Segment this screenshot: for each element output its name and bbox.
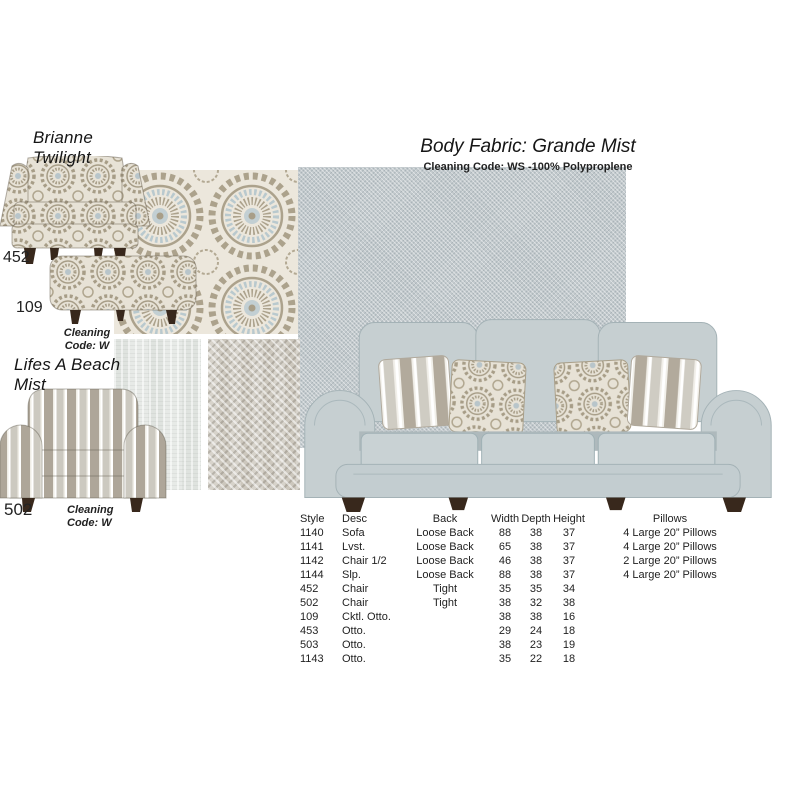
brianne-ottoman-image: [48, 252, 198, 328]
sofa-image: [296, 307, 780, 513]
spec-cell: Otto.: [342, 653, 366, 665]
col-header-depth: Depth: [521, 513, 551, 525]
spec-cell: 35: [529, 583, 543, 595]
spec-table-row: [300, 554, 720, 568]
spec-cell: 37: [562, 555, 576, 567]
cleaning-line: Cleaning: [67, 504, 114, 516]
product-name-line: Brianne: [33, 128, 93, 147]
spec-cell: 4 Large 20” Pillows: [623, 569, 717, 581]
spec-cell: 18: [562, 625, 576, 637]
spec-table-row: [300, 540, 720, 554]
col-header-back: Back: [432, 513, 458, 525]
spec-cell: [620, 652, 720, 666]
spec-cell: 109: [300, 611, 319, 623]
spec-cell: [620, 638, 720, 652]
spec-cell: Tight: [432, 597, 458, 609]
spec-table: [300, 512, 720, 666]
grey-chevron-swatch: [208, 339, 300, 490]
spec-cell: 38: [529, 555, 543, 567]
spec-cell: Lvst.: [342, 541, 366, 553]
spec-cell: [620, 582, 720, 596]
spec-cell: 23: [529, 639, 543, 651]
spec-cell: 37: [562, 541, 576, 553]
cleaning-code-lifes-a-beach: [67, 504, 113, 530]
spec-cell: 24: [529, 625, 543, 637]
spec-table-row: [300, 638, 720, 652]
spec-cell: 452: [300, 583, 319, 595]
spec-cell: Otto.: [342, 625, 366, 637]
spec-cell: [620, 610, 720, 624]
spec-cell: 1142: [300, 555, 324, 567]
col-header-width: Width: [490, 513, 520, 525]
spec-cell: [620, 624, 720, 638]
spec-cell: 502: [300, 597, 319, 609]
lifes-a-beach-chair-image: [0, 386, 168, 512]
body-fabric-header: [378, 136, 678, 173]
col-header-desc: Desc: [342, 513, 368, 525]
spec-cell: [400, 610, 490, 624]
spec-cell: 35: [498, 583, 512, 595]
spec-cell: 37: [562, 527, 576, 539]
spec-cell: 1140: [300, 527, 324, 539]
spec-cell: 29: [498, 625, 512, 637]
spec-cell: 4 Large 20” Pillows: [623, 527, 717, 539]
spec-cell: [400, 624, 490, 638]
spec-cell: 1144: [300, 569, 324, 581]
spec-cell: Sofa: [342, 527, 365, 539]
product-name-lifes-a-beach: [14, 355, 120, 395]
spec-cell: 2 Large 20” Pillows: [623, 555, 717, 567]
spec-cell: 16: [562, 611, 576, 623]
spec-cell: 38: [529, 541, 543, 553]
spec-cell: Loose Back: [416, 541, 474, 553]
spec-cell: 88: [498, 527, 512, 539]
spec-cell: 19: [562, 639, 576, 651]
col-header-height: Height: [553, 513, 585, 525]
spec-cell: 35: [498, 653, 512, 665]
spec-cell: 18: [562, 653, 576, 665]
body-fabric-title: Body Fabric: Grande Mist: [420, 136, 636, 157]
spec-cell: Chair 1/2: [342, 555, 387, 567]
style-number-502: 502: [4, 500, 33, 519]
spec-cell: 37: [562, 569, 576, 581]
spec-cell: 38: [498, 639, 512, 651]
spec-cell: 38: [498, 611, 512, 623]
product-name-line: Twilight: [33, 148, 91, 167]
col-header-spacer: [586, 512, 620, 526]
spec-table-row: [300, 610, 720, 624]
spec-cell: Otto.: [342, 639, 366, 651]
spec-cell: [400, 652, 490, 666]
spec-cell: Loose Back: [416, 569, 474, 581]
spec-cell: [620, 596, 720, 610]
spec-table-row: [300, 652, 720, 666]
spec-cell: 32: [529, 597, 543, 609]
spec-table-header-row: [300, 512, 720, 526]
spec-cell: 22: [529, 653, 543, 665]
spec-table-row: [300, 596, 720, 610]
spec-table-row: [300, 526, 720, 540]
spec-cell: 38: [562, 597, 576, 609]
col-header-pillows: Pillows: [652, 513, 688, 525]
product-name-line: Mist: [14, 375, 46, 394]
spec-cell: 1143: [300, 653, 324, 665]
spec-cell: [400, 638, 490, 652]
spec-table-row: [300, 624, 720, 638]
spec-cell: Loose Back: [416, 527, 474, 539]
spec-cell: Slp.: [342, 569, 361, 581]
product-name-brianne-twilight: [33, 128, 93, 168]
spec-cell: 4 Large 20” Pillows: [623, 541, 717, 553]
spec-cell: 1141: [300, 541, 324, 553]
spec-cell: Cktl. Otto.: [342, 611, 391, 623]
cleaning-line: Code: W: [67, 517, 112, 529]
spec-cell: 46: [498, 555, 512, 567]
cleaning-code-brianne: [56, 327, 118, 353]
spec-table-row: [300, 568, 720, 582]
spec-cell: 38: [529, 569, 543, 581]
spec-cell: 65: [498, 541, 512, 553]
spec-cell: 38: [498, 597, 512, 609]
body-fabric-cleaning-code: Cleaning Code: WS -100% Polyproplene: [423, 161, 633, 173]
spec-cell: 34: [562, 583, 576, 595]
style-number-452: 452: [3, 249, 30, 266]
spec-cell: Loose Back: [416, 555, 474, 567]
cleaning-line: Code: W: [64, 340, 110, 352]
col-header-style: Style: [300, 513, 325, 525]
cleaning-line: Cleaning: [63, 327, 111, 339]
spec-cell: Tight: [432, 583, 458, 595]
spec-table-row: [300, 582, 720, 596]
product-name-line: Lifes A Beach: [14, 355, 121, 374]
spec-cell: 453: [300, 625, 319, 637]
spec-cell: 503: [300, 639, 319, 651]
spec-cell: Chair: [342, 583, 369, 595]
spec-cell: 38: [529, 611, 543, 623]
spec-cell: 88: [498, 569, 512, 581]
style-number-109: 109: [16, 299, 43, 316]
spec-cell: 38: [529, 527, 543, 539]
spec-cell: Chair: [342, 597, 369, 609]
